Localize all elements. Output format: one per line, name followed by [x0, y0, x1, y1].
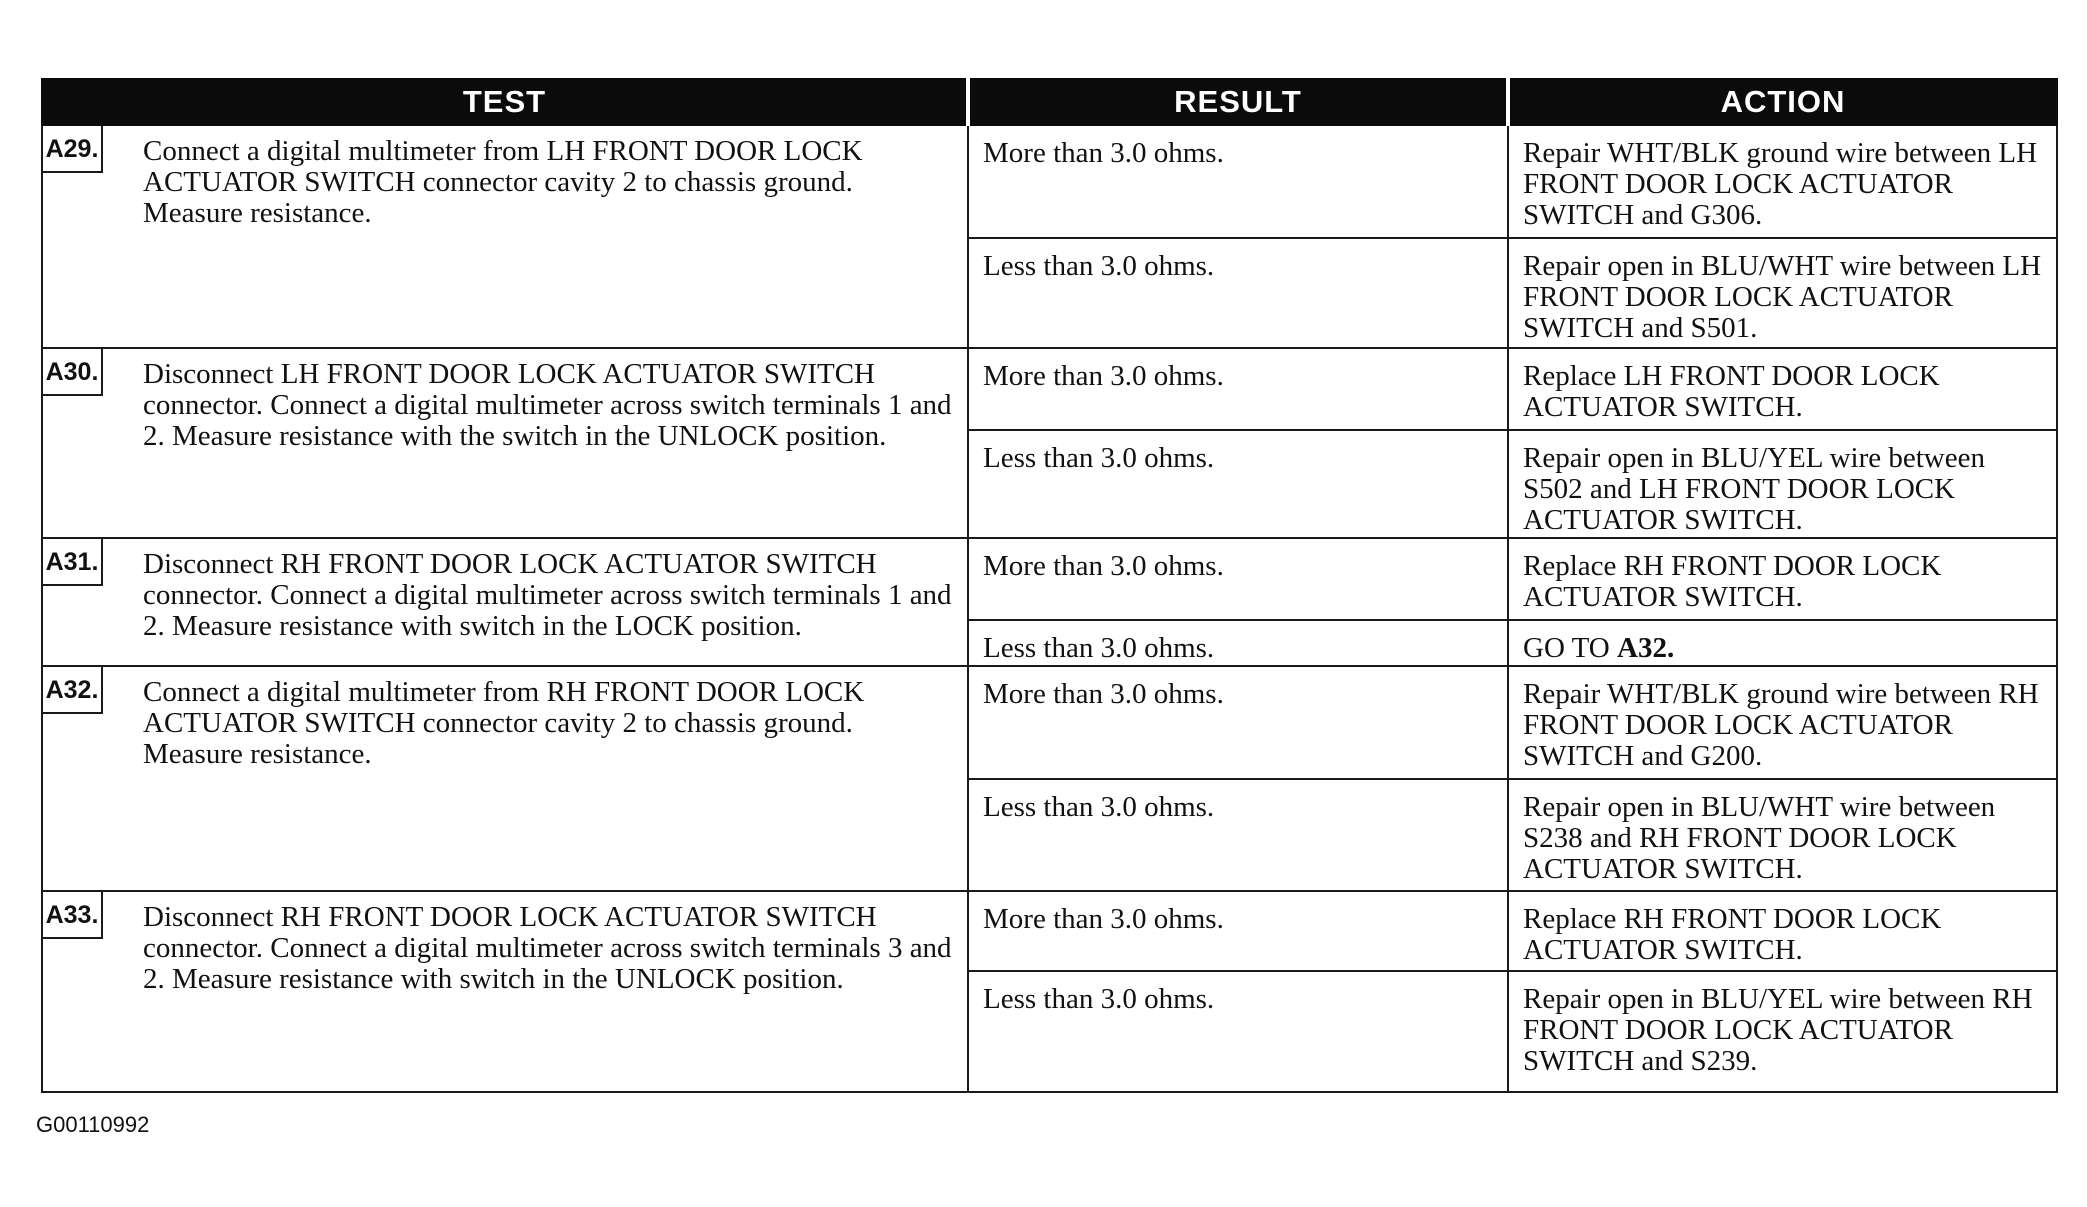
result-cell: More than 3.0 ohms. — [968, 538, 1508, 619]
column-header-test: TEST — [42, 79, 968, 125]
result-cell: More than 3.0 ohms. — [968, 125, 1508, 238]
step-label: A31. — [43, 539, 103, 586]
result-cell: Less than 3.0 ohms. — [968, 238, 1508, 349]
action-cell: Repair open in BLU/WHT wire between S238 and RH FRONT DOOR LOCK ACTUATOR SWITCH. — [1508, 779, 2057, 891]
figure-id: G00110992 — [36, 1112, 150, 1137]
test-instruction: Disconnect RH FRONT DOOR LOCK ACTUATOR SWITCH connector. Connect a digital multimeter across switch terminals 3 and 2. Measure resistance with switch in the UNLOCK position. — [143, 900, 952, 995]
result-cell: More than 3.0 ohms. — [968, 666, 1508, 780]
table-header-row — [42, 79, 2057, 125]
test-instruction: Disconnect LH FRONT DOOR LOCK ACTUATOR SWITCH connector. Connect a digital multimeter across switch terminals 1 and 2. Measure resistance with the switch in the UNLOCK position. — [143, 358, 952, 453]
action-cell — [1508, 620, 2057, 666]
test-instruction: Connect a digital multimeter from RH FRONT DOOR LOCK ACTUATOR SWITCH connector cavity 2 to chassis ground. Measure resistance. — [143, 675, 865, 770]
column-header-action: ACTION — [1508, 79, 2057, 125]
result-cell: Less than 3.0 ohms. — [968, 620, 1508, 666]
action-cell: Replace LH FRONT DOOR LOCK ACTUATOR SWITCH. — [1508, 348, 2057, 429]
test-instruction: Disconnect RH FRONT DOOR LOCK ACTUATOR SWITCH connector. Connect a digital multimeter across switch terminals 1 and 2. Measure resistance with switch in the LOCK position. — [143, 548, 952, 643]
step-label: A29. — [43, 126, 103, 173]
column-header-result: RESULT — [968, 79, 1508, 125]
table-row-a30-more — [42, 348, 2057, 429]
action-cell: Repair WHT/BLK ground wire between LH FRONT DOOR LOCK ACTUATOR SWITCH and G306. — [1508, 125, 2057, 238]
table-row-a32-more — [42, 666, 2057, 780]
step-label: A33. — [43, 892, 103, 939]
table-row-a33-more — [42, 891, 2057, 971]
result-cell: Less than 3.0 ohms. — [968, 430, 1508, 539]
action-cell: Repair WHT/BLK ground wire between RH FRONT DOOR LOCK ACTUATOR SWITCH and G200. — [1508, 666, 2057, 780]
test-instruction: Connect a digital multimeter from LH FRONT DOOR LOCK ACTUATOR SWITCH connector cavity 2 to chassis ground. Measure resistance. — [143, 135, 863, 229]
action-cell: Repair open in BLU/YEL wire between RH FRONT DOOR LOCK ACTUATOR SWITCH and S239. — [1508, 971, 2057, 1092]
test-cell — [42, 891, 968, 1092]
action-cell: Replace RH FRONT DOOR LOCK ACTUATOR SWITCH. — [1508, 538, 2057, 619]
result-cell: More than 3.0 ohms. — [968, 348, 1508, 429]
step-label: A30. — [43, 349, 103, 396]
table-row-a31-more — [42, 538, 2057, 619]
table-row-a29-more — [42, 125, 2057, 238]
result-cell: Less than 3.0 ohms. — [968, 779, 1508, 891]
result-cell: More than 3.0 ohms. — [968, 891, 1508, 971]
test-cell — [42, 666, 968, 891]
action-cell: Repair open in BLU/YEL wire between S502 and LH FRONT DOOR LOCK ACTUATOR SWITCH. — [1508, 430, 2057, 539]
goto-step-link[interactable]: A32. — [1617, 631, 1675, 664]
test-cell — [42, 538, 968, 666]
goto-text: GO TO — [1523, 631, 1617, 664]
action-cell: Replace RH FRONT DOOR LOCK ACTUATOR SWITCH. — [1508, 891, 2057, 971]
step-label: A32. — [43, 667, 103, 714]
test-cell — [42, 348, 968, 538]
result-cell: Less than 3.0 ohms. — [968, 971, 1508, 1092]
test-cell — [42, 125, 968, 348]
diagnostic-test-table — [41, 78, 2058, 1093]
action-cell: Repair open in BLU/WHT wire between LH FRONT DOOR LOCK ACTUATOR SWITCH and S501. — [1508, 238, 2057, 349]
